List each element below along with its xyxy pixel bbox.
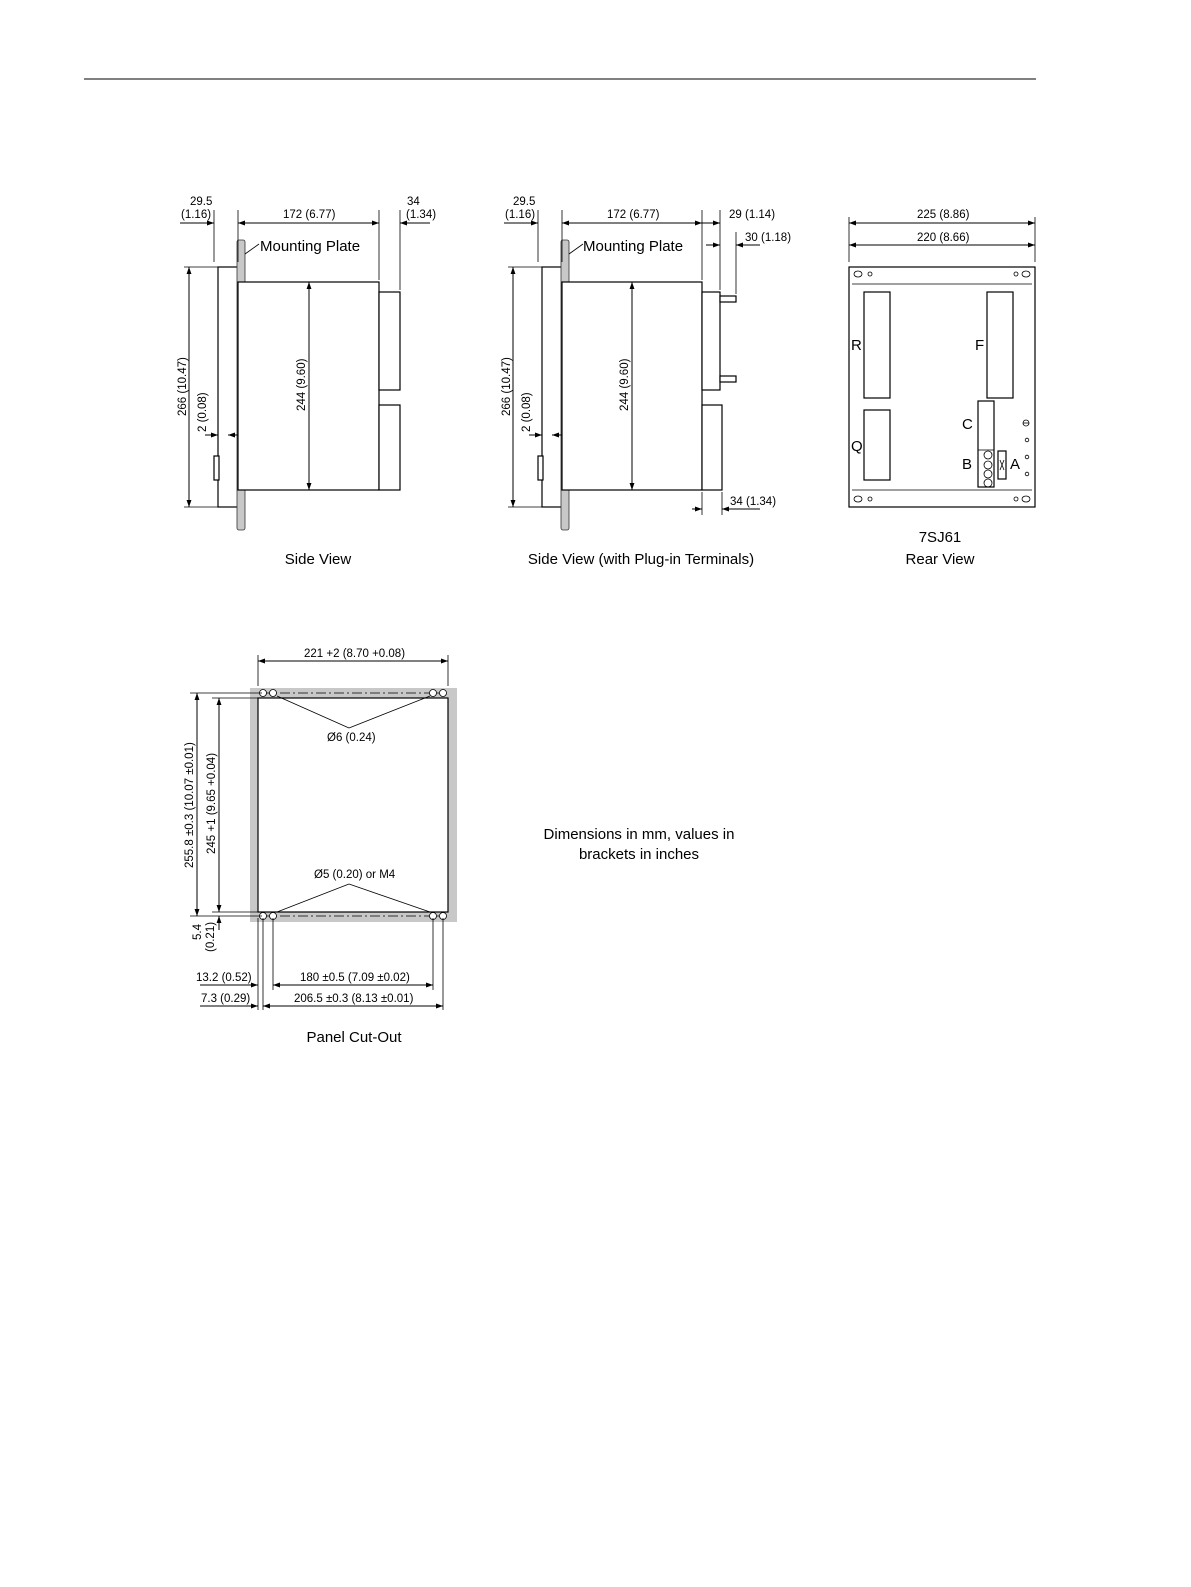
units-note-line2: brackets in inches: [578, 846, 700, 863]
rear-label-q: Q: [851, 438, 863, 455]
plugin-dim-bottom: 34 (1.34): [730, 496, 777, 508]
cutout-dim-a-value: 180 ±0.5 (7.09 ±0.02): [300, 972, 410, 984]
rear-dim-outer: 225 (8.86): [917, 209, 970, 221]
cutout-hole-top: Ø6 (0.24): [327, 732, 376, 744]
plugin-mounting-plate-label: Mounting Plate: [583, 238, 684, 255]
side-dim-left-mm: 29.5: [190, 196, 213, 208]
cutout-dim-inner-height: 245 +1 (9.65 +0.04): [206, 752, 218, 854]
side-view-plugin: [501, 196, 791, 568]
rear-dim-inner: 220 (8.66): [917, 232, 970, 244]
rear-view-model: 7SJ61: [918, 529, 962, 546]
cutout-hole-bottom: Ø5 (0.20) or M4: [314, 869, 396, 881]
plugin-dim-height: 266 (10.47): [501, 357, 513, 416]
plugin-dim-width: 172 (6.77): [607, 209, 660, 221]
side-dim-width: 172 (6.77): [283, 209, 336, 221]
side-dim-height: 266 (10.47): [177, 357, 189, 416]
plugin-dim-plate: 2 (0.08): [521, 392, 533, 432]
plugin-dim-left-mm: 29.5: [513, 196, 536, 208]
plugin-dim-term1: 29 (1.14): [729, 209, 776, 221]
rear-label-r: R: [851, 337, 862, 354]
rear-view: [849, 209, 1035, 568]
side-view-caption: Side View: [284, 551, 352, 568]
units-note: [544, 826, 735, 863]
cutout-dim-b-value: 206.5 ±0.3 (8.13 ±0.01): [294, 993, 414, 1005]
side-dim-left-in: (1.16): [181, 209, 212, 221]
plugin-dim-inner: 244 (9.60): [619, 358, 631, 411]
units-note-line1: Dimensions in mm, values in: [543, 826, 735, 843]
cutout-dim-a-label: 13.2 (0.52): [196, 972, 252, 984]
panel-cutout-caption: Panel Cut-Out: [306, 1029, 402, 1046]
plugin-view-caption: Side View (with Plug-in Terminals): [527, 551, 755, 568]
rear-label-b: B: [962, 456, 973, 473]
rear-label-f: F: [975, 337, 985, 354]
side-dim-right-mm: 34: [407, 196, 420, 208]
rear-label-c: C: [962, 416, 973, 433]
cutout-dim-b-label: 7.3 (0.29): [201, 993, 251, 1005]
cutout-dim-offset-in: (0.21): [205, 921, 217, 952]
side-dim-right-in: (1.34): [406, 209, 437, 221]
cutout-dim-width: 221 +2 (8.70 +0.08): [304, 648, 406, 660]
side-mounting-plate-label: Mounting Plate: [260, 238, 361, 255]
side-dim-inner: 244 (9.60): [296, 358, 308, 411]
rear-label-a: A: [1010, 456, 1021, 473]
plugin-dim-term2: 30 (1.18): [745, 232, 792, 244]
side-dim-plate: 2 (0.08): [197, 392, 209, 432]
plugin-dim-left-in: (1.16): [505, 209, 536, 221]
rear-view-caption: Rear View: [905, 551, 975, 568]
side-view: [177, 196, 436, 568]
cutout-dim-outer-height: 255.8 ±0.3 (10.07 ±0.01): [184, 742, 196, 868]
panel-cutout: [184, 648, 457, 1046]
cutout-dim-offset-mm: 5.4: [192, 924, 204, 940]
